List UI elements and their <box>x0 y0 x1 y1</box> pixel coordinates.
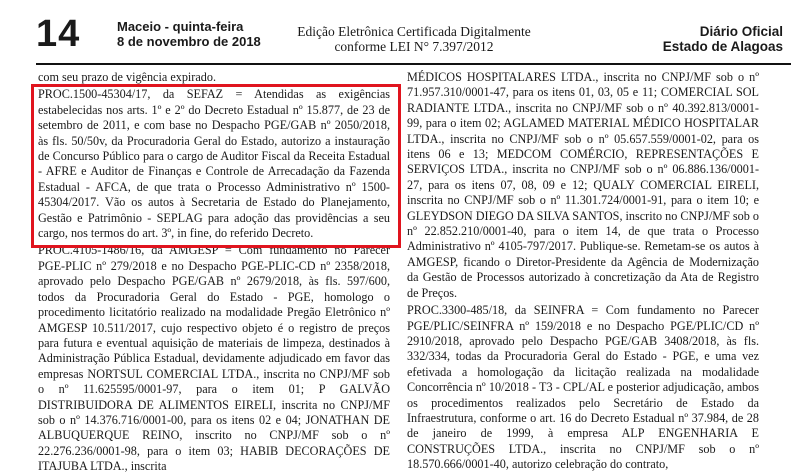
page-header <box>0 0 791 68</box>
left-intro-paragraph: com seu prazo de vigência expirado. <box>38 70 216 84</box>
highlighted-paragraph: PROC.1500-45304/17, da SEFAZ = Atendidas as exigências estabelecidas nos arts. 1º e 2º do Decreto Estadual nº 15.877, de 23 de setembro de 2011, e com base no Despacho PGE/GAB nº 2050/2018, às fls. 50/50v, da Procuradoria Geral do Estado, autorizo a instauração de Concurso Público para o cargo de Auditor Fiscal da Receita Estadual - AFRE e Auditor de Finanças e Controle de Arrecadação da Fazenda Estadual - AFCA, de que trata o Processo Administrativo nº 1500-45304/2017. Vão os autos à Secretaria de Estado do Planejamento, Gestão e Patrimônio - SEPLAG para adoção das providências a seu cargo, nos termos do art. 3º, in fine, do referido Decreto. <box>38 87 390 241</box>
publication-name: Diário Oficial <box>699 24 783 39</box>
highlight-box <box>31 84 401 248</box>
date-block <box>117 19 261 49</box>
publication-title <box>663 24 783 54</box>
header-rule <box>36 63 791 65</box>
right-column <box>407 70 759 473</box>
edition-line-1: Edição Eletrônica Certificada Digitalmente <box>297 24 531 39</box>
right-first-paragraph: MÉDICOS HOSPITALARES LTDA., inscrita no CNPJ/MF sob o nº 71.957.310/0001-47, para os itens 01, 03, 05 e 11; COMERCIAL SOL RADIANTE LTDA., inscrita no CNPJ/MF sob o nº 40.392.813/0001-99, para o item 02; AGLAMED MATERIAL MÉDICO HOSPITALAR LTDA., inscrita no CNPJ/MF sob o nº 05.657.559/0001-02, para os itens 06 e 13; MEDCOM COMÉRCIO, REPRESENTAÇÕES E SERVIÇOS LTDA., inscrita no CNPJ/MF sob o nº 06.886.136/0001-27, para os itens 07, 08, 09 e 12; QUALY COMERCIAL EIRELI, inscrita no CNPJ/MF sob o nº 11.301.724/0001-91, para o item 10; e GLEYDSON DIEGO DA SILVA SANTOS, inscrito no CNPJ/MF sob o nº 22.852.210/0001-40, para o item 14, de que trata o Processo Administrativo nº 4105-797/2017. Publique-se. Remetam-se os autos à AMGESP, ficando o Diretor-Presidente da Agência de Modernização da Gestão de Processos autorizado à concretização da Ata de Registro de Preços. <box>407 70 759 300</box>
publication-date: 8 de novembro de 2018 <box>117 34 261 49</box>
edition-notice <box>290 24 538 54</box>
right-second-paragraph: PROC.3300-485/18, da SEINFRA = Com fundamento no Parecer PGE/PLIC/SEINFRA nº 159/2018 e no Despacho PGE/PLIC/CD nº 2910/2018, aprovado pelo Despacho PGE/GAB 3408/2018, às fls. 332/334, todas da Procuradoria Geral do Estado - PGE, e uma vez efetivada a homologação da licitação realizada na modalidade Concorrência nº 10/2018 - T3 - CPL/AL e posterior adjudicação, ambos os procedimentos realizados pelo Secretário de Estado da Infraestrutura, conforme o art. 16 do Decreto Estadual nº 37.984, de 28 de janeiro de 1999, à empresa ALP ENGENHARIA E CONSTRUÇÕES LTDA., inscrita no CNPJ/MF sob o nº 18.570.666/0001-40, autorizo celebração do contrato, <box>407 303 759 472</box>
publication-state: Estado de Alagoas <box>662 39 783 54</box>
page-number: 14 <box>36 13 81 55</box>
edition-line-2: conforme LEI N° 7.397/2012 <box>334 39 494 54</box>
left-second-paragraph: PROC.4105-1486/16, da AMGESP = Com fundamento no Parecer PGE-PLIC nº 279/2018 e no Despacho PGE-PLIC-CD nº 2358/2018, aprovado pelo Despacho PGE/GAB nº 2679/2018, às fls. 597/600, todos da Procuradoria Geral do Estado - PGE, homologo o procedimento licitatório realizado na modalidade Pregão Eletrônico nº AMGESP 10.511/2017, cujo respectivo objeto é o registro de preços para futura e eventual aquisição de materiais de limpeza, destinados à Administração Pública Estadual, devidamente adjudicado em favor das empresas NORTSUL COMERCIAL LTDA., inscrita no CNPJ/MF sob o nº 11.625595/0001-97, para o item 01; P GALVÃO DISTRIBUIDORA DE ALIMENTOS EIRELI, inscrita no CNPJ/MF sob o nº 14.376.716/0001-00, para os itens 02 e 04; JONATHAN DE ALBUQUERQUE REINO, inscrito no CNPJ/MF sob o nº 22.276.236/0001-98, para o item 03; HABIB DECORAÇÕES DE ITAJUBA LTDA., inscrita <box>38 243 390 474</box>
location-day: Maceio - quinta-feira <box>117 19 244 34</box>
